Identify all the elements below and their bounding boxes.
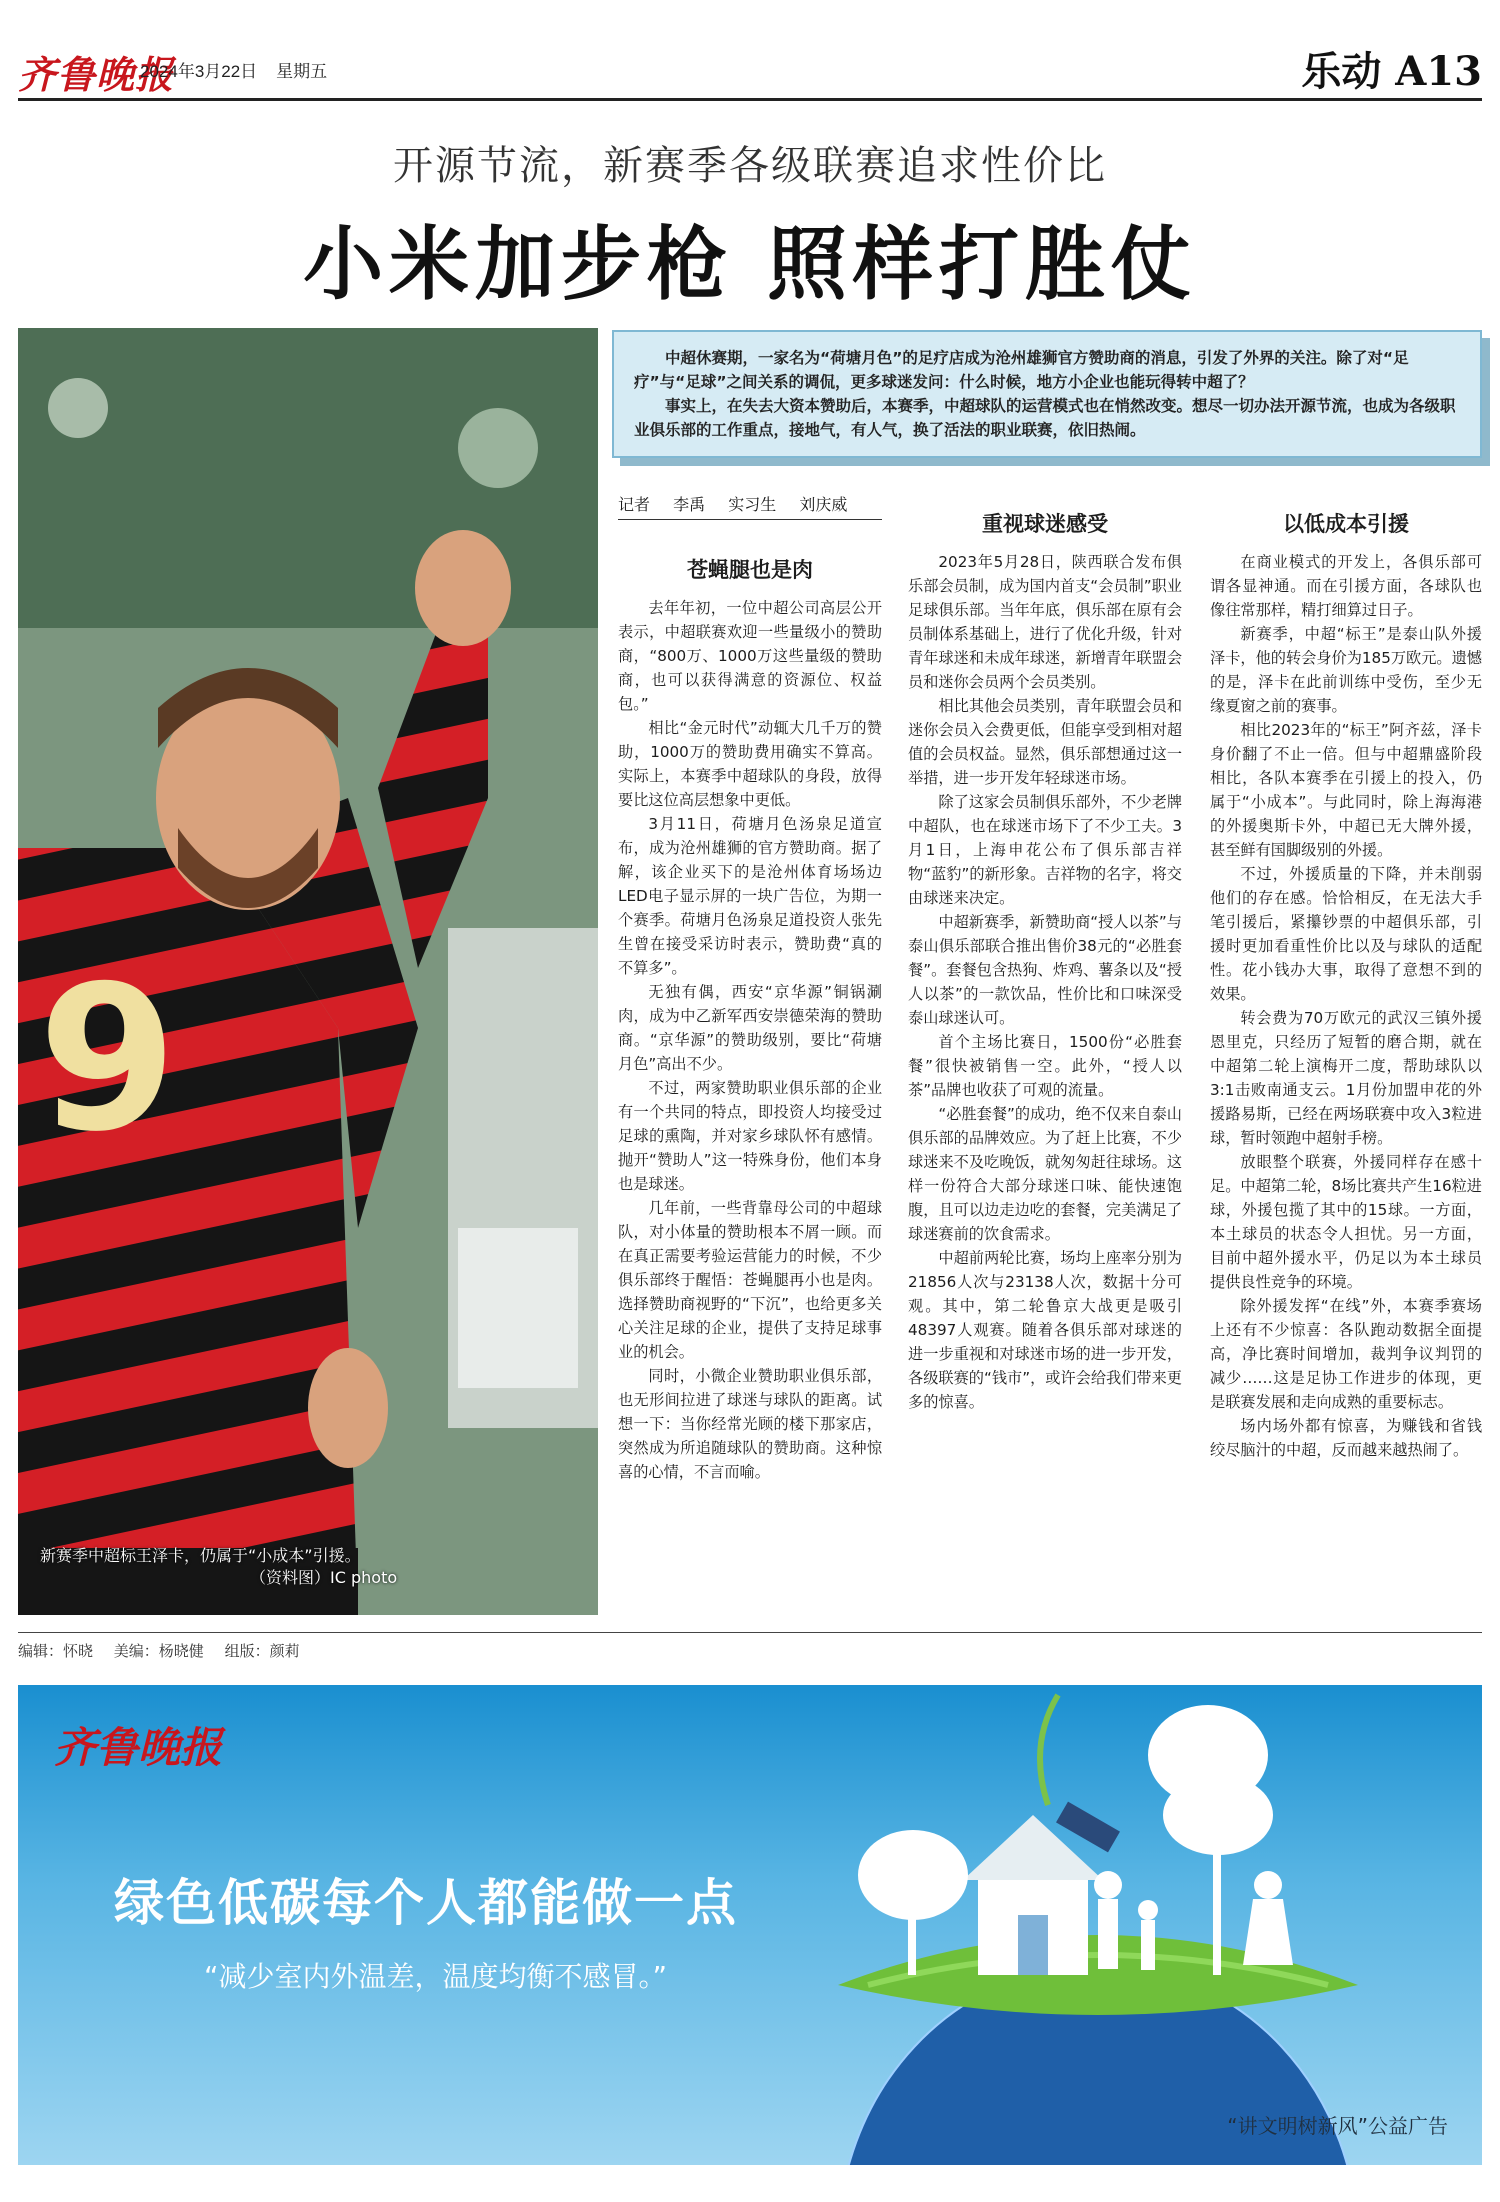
header-rule: [18, 98, 1482, 101]
column-heading: 苍蝇腿也是肉: [687, 557, 813, 582]
section-header: [1301, 40, 1482, 97]
column-paragraph: 不过，两家赞助职业俱乐部的企业有一个共同的特点，即投资人均接受过足球的熏陶，并对家乡球队怀有感情。抛开“赞助人”这一特殊身份，他们本身也是球迷。: [618, 1079, 882, 1193]
column-heading: 以低成本引援: [1283, 511, 1409, 536]
lead-photo: [18, 328, 598, 1615]
page-credits: [18, 1640, 316, 1661]
credits-rule: [18, 1632, 1482, 1633]
ad-title: 绿色低碳每个人都能做一点: [114, 1874, 738, 1932]
credit-layout: 组版：颜莉: [224, 1642, 300, 1660]
photo-caption-line1: 新赛季中超标王泽卡，仍属于“小成本”引援。: [40, 1546, 361, 1565]
lede-paragraph: 中超休赛期，一家名为“荷塘月色”的足疗店成为沧州雄狮官方赞助商的消息，引发了外界的关注。除了对“足疗”与“足球”之间关系的调侃，更多球迷发问：什么时候，地方小企业也能玩得转中超了？: [634, 349, 1409, 391]
masthead-logo: 齐鲁晚报: [18, 52, 175, 97]
article-column-1: [618, 558, 882, 1484]
article-headline: 小米加步枪 照样打胜仗: [303, 217, 1197, 311]
column-paragraph: 转会费为70万欧元的武汉三镇外援恩里克，只经历了短暂的磨合期，就在中超第二轮上演梅开二度，帮助球队以3:1击败南通支云。1月份加盟申花的外援路易斯，已经在两场联赛中攻入3粒进球，暂时领跑中超射手榜。: [1210, 1009, 1482, 1147]
column-paragraph: “必胜套餐”的成功，绝不仅来自泰山俱乐部的品牌效应。为了赶上比赛，不少球迷来不及吃晚饭，就匆匆赶往球场。这样一份符合大部分球迷口味、能快速饱腹，且可以边走边吃的套餐，完美满足了球迷赛前的饮食需求。: [908, 1105, 1182, 1243]
issue-date: [140, 57, 327, 82]
byline-intern: 刘庆威: [799, 495, 848, 514]
column-paragraph: 不过，外援质量的下降，并未削弱他们的存在感。恰恰相反，在无法大手笔引援后，紧攥钞票的中超俱乐部，引援时更加看重性价比以及与球队的适配性。花小钱办大事，取得了意想不到的效果。: [1210, 865, 1482, 1003]
column-paragraph: 相比2023年的“标王”阿齐兹，泽卡身价翻了不止一倍。但与中超鼎盛阶段相比，各队本赛季在引援上的投入，仍属于“小成本”。与此同时，除上海海港的外援奥斯卡外，中超已无大牌外援，甚至鲜有国脚级别的外援。: [1210, 721, 1482, 859]
column-paragraph: 中超新赛季，新赞助商“授人以茶”与泰山俱乐部联合推出售价38元的“必胜套餐”。套餐包含热狗、炸鸡、薯条以及“授人以茶”的一款饮品，性价比和口味深受泰山球迷认可。: [908, 913, 1182, 1027]
player-illustration: [18, 328, 598, 1615]
column-paragraph: 相比其他会员类别，青年联盟会员和迷你会员入会费更低，但能享受到相对超值的会员权益。显然，俱乐部想通过这一举措，进一步开发年轻球迷市场。: [908, 697, 1182, 787]
column-paragraph: 除外援发挥“在线”外，本赛季赛场上还有不少惊喜：各队跑动数据全面提高，净比赛时间增加，裁判争议判罚的减少……这是足协工作进步的体现，更是联赛发展和走向成熟的重要标志。: [1210, 1297, 1482, 1411]
issue-date-text: 2024年3月22日: [140, 62, 258, 81]
column-paragraph: 同时，小微企业赞助职业俱乐部，也无形间拉进了球迷与球队的距离。试想一下：当你经常光顾的楼下那家店，突然成为所追随球队的赞助商。这种惊喜的心情，不言而喻。: [618, 1367, 882, 1481]
column-paragraph: 放眼整个联赛，外援同样存在感十足。中超第二轮，8场比赛共产生16粒进球，外援包揽了其中的15球。一方面，本土球员的状态令人担忧。另一方面，目前中超外援水平，仍足以为本土球员提供良性竞争的环境。: [1210, 1153, 1482, 1291]
section-name: 乐动: [1301, 48, 1382, 95]
column-paragraph: 首个主场比赛日，1500份“必胜套餐”很快被销售一空。此外，“授人以茶”品牌也收获了可观的流量。: [908, 1033, 1182, 1099]
column-paragraph: 中超前两轮比赛，场均上座率分别为21856人次与23138人次，数据十分可观。其中，第二轮鲁京大战更是吸引48397人观赛。随着各俱乐部对球迷的进一步重视和对球迷市场的进一步开发，各级联赛的“钱市”，或许会给我们带来更多的惊喜。: [908, 1249, 1182, 1411]
byline-reporter: 李禹: [673, 495, 706, 514]
byline: [618, 492, 882, 520]
ad-footer: “讲文明树新风”公益广告: [1227, 2114, 1448, 2138]
column-paragraph: 2023年5月28日，陕西联合发布俱乐部会员制，成为国内首支“会员制”职业足球俱乐部。当年年底，俱乐部在原有会员制体系基础上，进行了优化升级，针对青年球迷和未成年球迷，新增青年联盟会员和迷你会员两个会员类别。: [908, 553, 1182, 691]
article-kicker: 开源节流，新赛季各级联赛追求性价比: [393, 143, 1107, 189]
page-number: A13: [1395, 48, 1482, 95]
credit-editor: 编辑：怀晓: [18, 1642, 94, 1660]
column-paragraph: 除了这家会员制俱乐部外，不少老牌中超队，也在球迷市场下了不少工夫。3月1日，上海申花公布了俱乐部吉祥物“蓝豹”的新形象。吉祥物的名字，将交由球迷来决定。: [908, 793, 1182, 907]
column-paragraph: 无独有偶，西安“京华源”铜锅涮肉，成为中乙新军西安崇德荣海的赞助商。“京华源”的赞助级别，要比“荷塘月色”高出不少。: [618, 983, 882, 1073]
article-column-2: [908, 512, 1182, 1414]
ad-subtitle: “减少室内外温差，温度均衡不感冒。”: [204, 1960, 668, 1993]
photo-caption-line2: （资料图）IC photo: [250, 1568, 398, 1587]
column-paragraph: 几年前，一些背靠母公司的中超球队，对小体量的赞助根本不屑一顾。而在真正需要考验运营能力的时候，不少俱乐部终于醒悟：苍蝇腿再小也是肉。选择赞助商视野的“下沉”，也给更多关心关注足球的企业，提供了支持足球事业的机会。: [618, 1199, 882, 1361]
issue-weekday: 星期五: [276, 62, 328, 81]
svg-text:9: 9: [38, 943, 178, 1176]
column-paragraph: 新赛季，中超“标王”是泰山队外援泽卡，他的转会身价为185万欧元。遗憾的是，泽卡在此前训练中受伤，至少无缘夏窗之前的赛事。: [1210, 625, 1482, 715]
article-lede: [612, 330, 1482, 458]
article-column-3: [1210, 512, 1482, 1462]
lede-paragraph: 事实上，在失去大资本赞助后，本赛季，中超球队的运营模式也在悄然改变。想尽一切办法开源节流，也成为各级职业俱乐部的工作重点，接地气，有人气，换了活法的职业联赛，依旧热闹。: [634, 397, 1456, 439]
public-service-ad: [18, 1685, 1482, 2165]
column-paragraph: 在商业模式的开发上，各俱乐部可谓各显神通。而在引援方面，各球队也像往常那样，精打细算过日子。: [1210, 553, 1482, 619]
ad-logo: 齐鲁晚报: [54, 1723, 223, 1772]
column-paragraph: 3月11日，荷塘月色汤泉足道宣布，成为沧州雄狮的官方赞助商。据了解，该企业买下的是沧州体育场场边LED电子显示屏的一块广告位，为期一个赛季。荷塘月色汤泉足道投资人张先生曾在接受采访时表示，赞助费“真的不算多”。: [618, 815, 882, 977]
byline-label: 记者: [618, 495, 651, 514]
byline-intern-label: 实习生: [728, 495, 777, 514]
column-paragraph: 相比“金元时代”动辄大几千万的赞助，1000万的赞助费用确实不算高。实际上，本赛季中超球队的身段，放得要比这位高层想象中更低。: [618, 719, 882, 809]
credit-designer: 美编：杨晓健: [113, 1642, 204, 1660]
column-heading: 重视球迷感受: [982, 511, 1108, 536]
column-paragraph: 去年年初，一位中超公司高层公开表示，中超联赛欢迎一些量级小的赞助商，“800万、1000万这些量级的赞助商，也可以获得满意的资源位、权益包。”: [618, 599, 882, 713]
photo-caption: [40, 1545, 560, 1589]
column-paragraph: 场内场外都有惊喜，为赚钱和省钱绞尽脑汁的中超，反而越来越热闹了。: [1210, 1417, 1482, 1459]
